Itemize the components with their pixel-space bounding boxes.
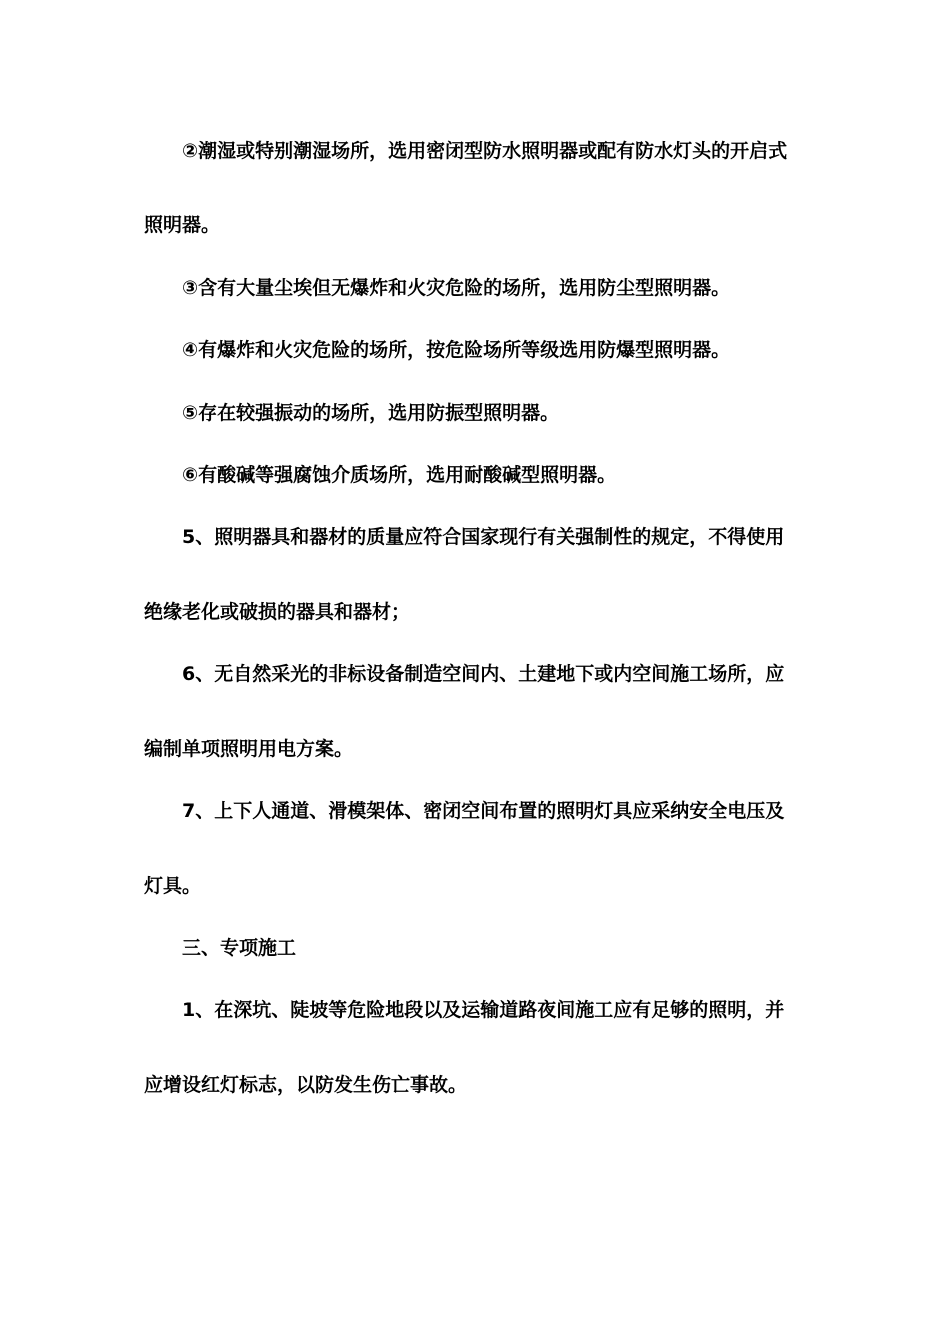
- paragraph-line: 1、在深坑、陡坡等危险地段以及运输道路夜间施工应有足够的照明，并: [182, 999, 785, 1021]
- paragraph-line: 编制单项照明用电方案。: [144, 738, 354, 760]
- paragraph-line: 照明器。: [144, 214, 221, 236]
- paragraph-line: 7、上下人通道、滑模架体、密闭空间布置的照明灯具应采纳安全电压及: [182, 800, 785, 822]
- section-heading: 三、专项施工: [182, 937, 297, 959]
- paragraph-line: ③含有大量尘埃但无爆炸和火灾危险的场所，选用防尘型照明器。: [182, 277, 731, 299]
- paragraph-line: 6、无自然采光的非标设备制造空间内、土建地下或内空间施工场所，应: [182, 663, 785, 685]
- paragraph-line: ④有爆炸和火灾危险的场所，按危险场所等级选用防爆型照明器。: [182, 339, 731, 361]
- paragraph-line: 5、照明器具和器材的质量应符合国家现行有关强制性的规定，不得使用: [182, 526, 785, 548]
- paragraph-line: ⑤存在较强振动的场所，选用防振型照明器。: [182, 402, 560, 424]
- paragraph-line: ②潮湿或特别潮湿场所，选用密闭型防水照明器或配有防水灯头的开启式: [182, 140, 788, 162]
- paragraph-line: ⑥有酸碱等强腐蚀介质场所，选用耐酸碱型照明器。: [182, 464, 617, 486]
- paragraph-line: 绝缘老化或破损的器具和器材；: [144, 601, 411, 623]
- paragraph-line: 应增设红灯标志，以防发生伤亡事故。: [144, 1074, 468, 1096]
- paragraph-line: 灯具。: [144, 875, 202, 897]
